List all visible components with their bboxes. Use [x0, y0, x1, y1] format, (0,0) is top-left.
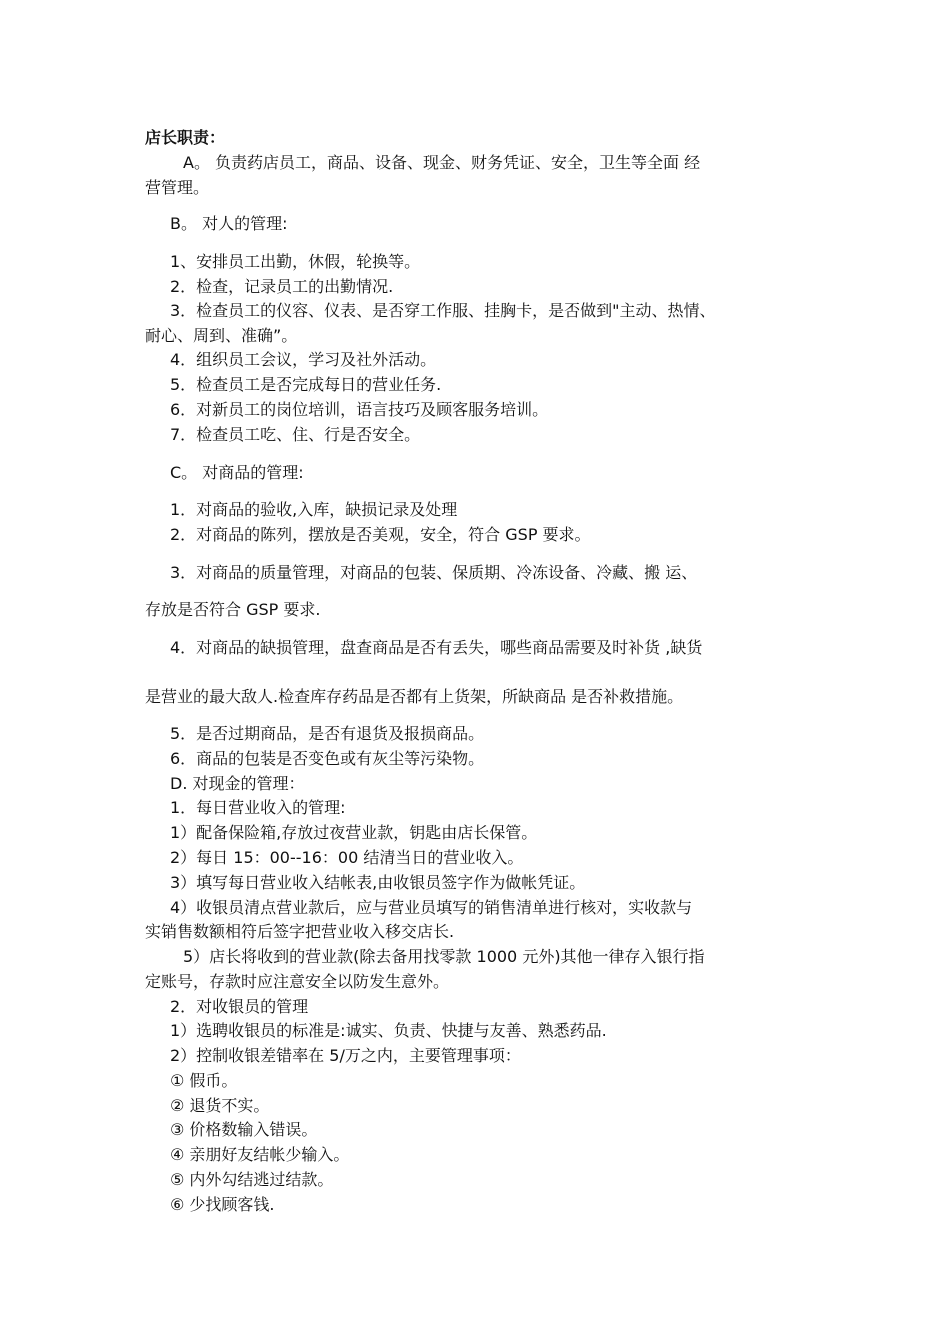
list-item: 5）店长将收到的营业款(除去备用找零款 1000 元外)其他一律存入银行指 — [183, 947, 705, 966]
list-item: 3）填写每日营业收入结帐表,由收银员签字作为做帐凭证。 — [170, 873, 586, 892]
list-item-continuation: 存放是否符合 GSP 要求. — [145, 600, 321, 619]
list-item: 5．是否过期商品，是否有退货及报损商品。 — [170, 724, 485, 743]
paragraph-line: 营管理。 — [145, 178, 210, 197]
list-item: 1、安排员工出勤，休假，轮换等。 — [170, 252, 421, 271]
list-item: ⑥ 少找顾客钱. — [170, 1195, 275, 1214]
list-item: 1）配备保险箱,存放过夜营业款，钥匙由店长保管。 — [170, 823, 538, 842]
list-item: 4．对商品的缺损管理，盘查商品是否有丢失，哪些商品需要及时补货 ,缺货 — [170, 638, 703, 657]
list-item-continuation: 是营业的最大敌人.检查库存药品是否都有上货架，所缺商品 是否补救措施。 — [145, 687, 684, 706]
list-item: 3．对商品的质量管理，对商品的包装、保质期、冷冻设备、冷藏、搬 运、 — [170, 563, 698, 582]
list-item: ④ 亲朋好友结帐少输入。 — [170, 1145, 350, 1164]
list-item: ③ 价格数输入错误。 — [170, 1120, 318, 1139]
list-item: ⑤ 内外勾结逃过结款。 — [170, 1170, 334, 1189]
document-title: 店长职责： — [145, 128, 226, 147]
list-item-continuation: 定账号，存款时应注意安全以防发生意外。 — [145, 972, 450, 991]
list-item: 6．商品的包装是否变色或有灰尘等污染物。 — [170, 749, 485, 768]
list-item: ② 退货不实。 — [170, 1096, 270, 1115]
section-heading-c: C。 对商品的管理: — [170, 463, 304, 482]
list-item: 1）选聘收银员的标准是:诚实、负责、快捷与友善、熟悉药品. — [170, 1021, 607, 1040]
list-item: 2．对收银员的管理 — [170, 997, 309, 1016]
list-item: 2）控制收银差错率在 5/万之内，主要管理事项： — [170, 1046, 521, 1065]
list-item: 1．每日营业收入的管理: — [170, 798, 346, 817]
section-heading-b: B。 对人的管理: — [170, 214, 288, 233]
list-item: 5．检查员工是否完成每日的营业任务. — [170, 375, 442, 394]
list-item: 4）收银员清点营业款后，应与营业员填写的销售清单进行核对，实收款与 — [170, 898, 693, 917]
list-item: 2．对商品的陈列，摆放是否美观，安全，符合 GSP 要求。 — [170, 525, 591, 544]
list-item: 6．对新员工的岗位培训，语言技巧及顾客服务培训。 — [170, 400, 549, 419]
list-item: 2）每日 15：00--16：00 结清当日的营业收入。 — [170, 848, 524, 867]
list-item: 3．检查员工的仪容、仪表、是否穿工作服、挂胸卡，是否做到"主动、热情、 — [170, 301, 716, 320]
list-item-continuation: 耐心、周到、准确”。 — [145, 326, 298, 345]
paragraph-line: A。 负责药店员工，商品、设备、现金、财务凭证、安全，卫生等全面 经 — [183, 153, 701, 172]
list-item: 4．组织员工会议，学习及社外活动。 — [170, 350, 437, 369]
list-item: 2．检查，记录员工的出勤情况. — [170, 277, 394, 296]
list-item-continuation: 实销售数额相符后签字把营业收入移交店长. — [145, 922, 455, 941]
list-item: 7．检查员工吃、住、行是否安全。 — [170, 425, 421, 444]
list-item: 1．对商品的验收,入库，缺损记录及处理 — [170, 500, 458, 519]
list-item: ① 假币。 — [170, 1071, 238, 1090]
section-heading-d: D. 对现金的管理： — [170, 774, 305, 793]
